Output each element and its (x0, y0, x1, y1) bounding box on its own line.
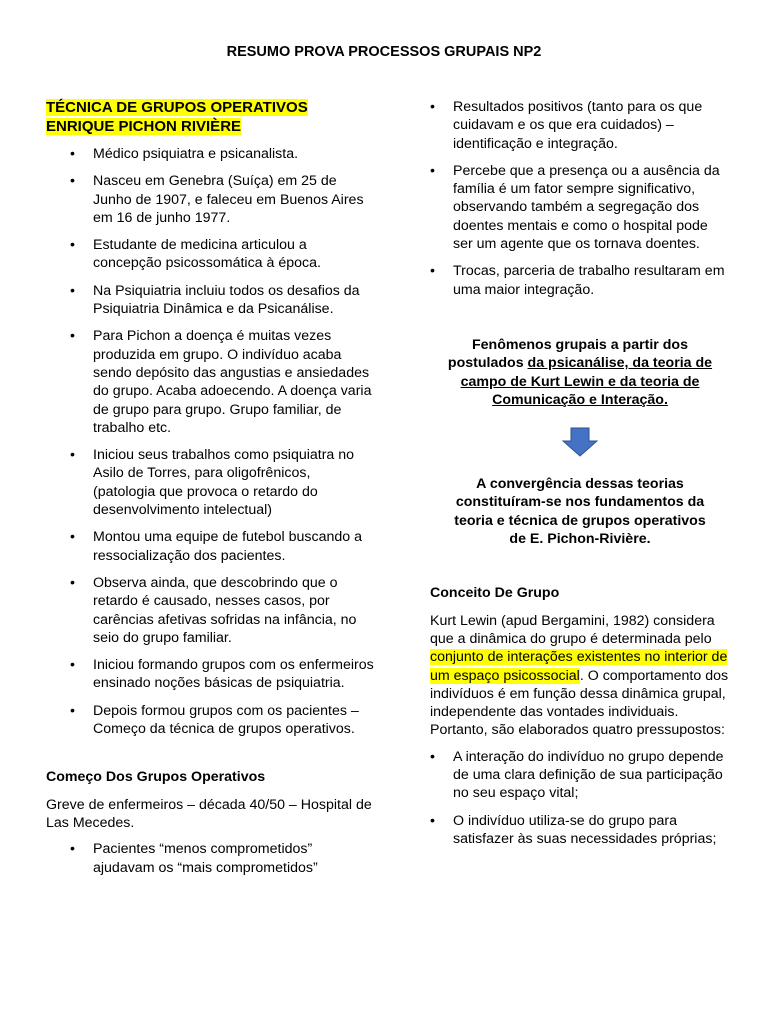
right-column (430, 98, 730, 857)
pressupostos-bullet-list (430, 748, 730, 848)
phenomena-block (430, 336, 730, 409)
convergence-block (430, 475, 730, 548)
phenomena-line-2-underlined: da psicanálise, da teoria de (527, 355, 713, 372)
list-item: • Resultados positivos (tanto para os que cuidavam e os que era cuidados) – identificação e integração. (430, 98, 730, 153)
heading-line-1: TÉCNICA DE GRUPOS OPERATIVOS (46, 99, 308, 116)
list-item: • Trocas, parceria de trabalho resultaram em uma maior integração. (430, 262, 730, 299)
list-item: • Iniciou formando grupos com os enfermeiros ensinado noções básicas de psiquiatria. (46, 656, 376, 693)
document-title: RESUMO PROVA PROCESSOS GRUPAIS NP2 (226, 44, 542, 60)
convergence-line-3: teoria e técnica de grupos operativos (454, 512, 706, 529)
heading-line-2: ENRIQUE PICHON RIVIÈRE (46, 118, 242, 135)
list-item: • Depois formou grupos com os pacientes – Começo da técnica de grupos operativos. (46, 702, 376, 739)
convergence-line-2: constituíram-se nos fundamentos da (455, 494, 705, 511)
list-item: • Montou uma equipe de futebol buscando a ressocialização dos pacientes. (46, 528, 376, 565)
phenomena-line-1: Fenômenos grupais a partir dos (471, 336, 688, 353)
phenomena-line-3: campo de Kurt Lewin e da teoria de (460, 373, 700, 390)
list-item: • Percebe que a presença ou a ausência da família é um fator sempre significativo, observando também a segregação dos doentes mentais e como o hospital pode ser um agente que os tornava doentes. (430, 162, 730, 253)
list-item: • Estudante de medicina articulou a concepção psicossomática à época. (46, 236, 376, 273)
paragraph-kurt-lewin (430, 612, 730, 740)
section-heading-tecnica (46, 98, 376, 136)
list-item: • A interação do indivíduo no grupo depende de uma clara definição de sua participação no seu espaço vital; (430, 748, 730, 803)
list-item: • Nasceu em Genebra (Suíça) em 25 de Junho de 1907, e faleceu em Buenos Aires em 16 de junho 1977. (46, 172, 376, 227)
left-column (46, 98, 376, 886)
list-item: • Observa ainda, que descobrindo que o retardo é causado, nesses casos, por carências afetivas sofridas na infância, no seio do grupo familiar. (46, 574, 376, 647)
highlighted-text: conjunto de interações existentes no interior de um espaço psicossocial (430, 649, 728, 684)
subheading-conceito: Conceito De Grupo (430, 585, 560, 602)
list-item: • Iniciou seus trabalhos como psiquiatra no Asilo de Torres, para oligofrênicos, (patologia que provoca o retardo do desenvolvimento intelectual) (46, 446, 376, 519)
list-item: • Médico psiquiatra e psicanalista. (46, 145, 376, 163)
pichon-bullet-list (46, 145, 376, 738)
subheading-comeco: Começo Dos Grupos Operativos (46, 769, 266, 786)
pacientes-bullet-list (46, 840, 376, 877)
concept-text-before: Kurt Lewin (apud Bergamini, 1982) considera que a dinâmica do grupo é determinada pelo (430, 612, 715, 647)
concept-text-after: . O comportamento dos indivíduos é em função dessa dinâmica grupal, independente das vontades individuais. Portanto, são elaborados quatro pressupostos: (430, 667, 729, 739)
phenomena-line-4: Comunicação e Interação. (492, 391, 668, 408)
list-item: • Pacientes “menos comprometidos” ajudavam os “mais comprometidos” (46, 840, 376, 877)
list-item: • Na Psiquiatria incluiu todos os desafios da Psiquiatria Dinâmica e da Psicanálise. (46, 282, 376, 319)
down-arrow-icon (562, 427, 598, 457)
convergence-line-4: de E. Pichon-Rivière. (509, 531, 651, 548)
paragraph-greve: Greve de enfermeiros – década 40/50 – Hospital de Las Mecedes. (46, 796, 372, 831)
list-item: • O indivíduo utiliza-se do grupo para satisfazer às suas necessidades próprias; (430, 812, 730, 849)
list-item: • Para Pichon a doença é muitas vezes produzida em grupo. O indivíduo acaba sendo depósito das angustias e ansiedades do grupo. Acaba adoecendo. A doença varia de grupo para grupo. Grupo familiar, de trabalho etc. (46, 327, 376, 437)
resultados-bullet-list (430, 98, 730, 299)
phenomena-line-2-plain: postulados (447, 355, 528, 372)
convergence-line-1: A convergência dessas teorias (476, 476, 684, 493)
